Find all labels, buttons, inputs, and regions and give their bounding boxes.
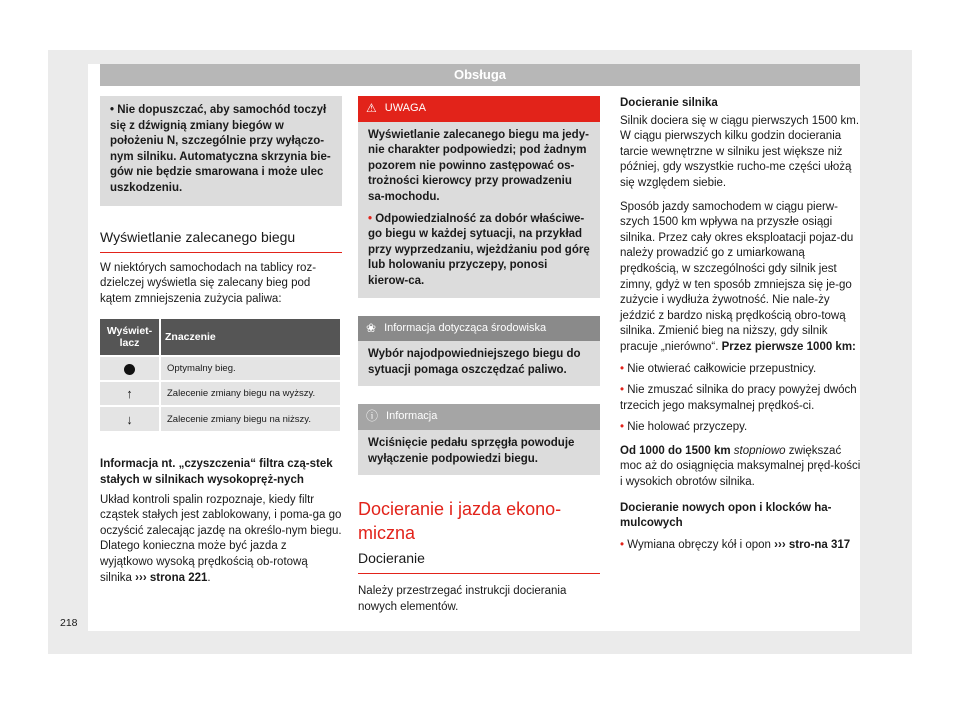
list-item: • Nie otwierać całkowicie przepustnicy. — [620, 362, 817, 375]
chapter-title: Docieranie i jazda ekono-miczna — [358, 499, 562, 544]
table-header-symbol: Wyświet-lacz — [100, 319, 160, 356]
warning-bullet: • Odpowiedzialność za dobór właściwe-go biegu w każdej sytuacji, na przykład przy wyprzedzaniu, wjeżdżaniu pod górę lub holowaniu przyczepy, ponosi kierow-ca. — [368, 212, 590, 287]
paragraph-1: Silnik dociera się w ciągu pierwszych 1500 km. W ciągu pierwszych kilku godzin docierania tarcie wewnętrzne w silniku jest większe niż później, gdy wszystkie rucho-me części ułożą się względem siebie. — [620, 114, 860, 189]
environment-box-body: Wybór najodpowiedniejszego biegu do sytuacji pomaga oszczędzać paliwo. — [358, 341, 600, 386]
list-item: • Nie holować przyczepy. — [620, 421, 748, 434]
table-cell: Zalecenie zmiany biegu na niższy. — [160, 406, 341, 431]
heading-tyres: Docieranie nowych opon i klocków ha-mulcowych — [620, 501, 832, 530]
arrow-down-icon: ↓ — [100, 406, 160, 431]
environment-icon: ❀ — [366, 320, 377, 335]
header-bar — [100, 64, 860, 86]
page-number: 218 — [60, 617, 78, 629]
table-row — [100, 406, 341, 431]
arrow-up-icon: ↑ — [100, 381, 160, 406]
info-text: Układ kontroli spalin rozpoznaje, kiedy filtr cząstek stałych jest zablokowany, i poma-ga go oczyścić zalecając jazdę na określo-nym biegu. Dlatego konieczna może być jazda z wyjątkowo wysoką prędkością ob-rotową silnika ››› strona 221. — [100, 493, 342, 584]
table-row — [100, 381, 341, 406]
caution-box: • Nie dopuszczać, aby samochód toczył się z dźwignią zmiany biegów w położeniu N, szczególnie przy wyłączo-nym silniku. Automatyczna skrzynia bie-gów nie będzie smarowana i może ulec uszkodzeniu. — [100, 96, 342, 206]
warning-box-body — [358, 122, 600, 298]
table-header-meaning: Znaczenie — [160, 319, 341, 356]
table-row — [100, 356, 341, 381]
intro-text: W niektórych samochodach na tablicy roz-dzielczej wyświetla się zalecany bieg pod kątem zmniejszenia zużycia paliwa: — [100, 261, 317, 305]
heading-engine: Docieranie silnika — [620, 97, 718, 109]
paragraph-2: Sposób jazdy samochodem w ciągu pierw-szych 1500 km wpływa na przyszłe osiągi silnika. Przez cały okres eksploatacji pojaz-du należy prowadzić go z umiarkowaną prędkością, w szczególności gdy silnik jest zimny, gdyż w ten sposób zmniejsza się je-go zużycie i wydłuża żywotność. Nie nale-ży jeździć z bardzo niską prędkością obro-tową silnika. Zmienić bieg na niższy, gdy silnik pracuje „nierówno“. Przez pierwsze 1000 km: — [620, 200, 856, 353]
list-item: • Nie zmuszać silnika do pracy powyżej dwóch trzecich jego maksymalnej prędkoś-ci. — [620, 384, 857, 412]
list-item: • Wymiana obręczy kół i opon ››› stro-na 317 — [620, 538, 851, 551]
body-text: Należy przestrzegać instrukcji docierania nowych elementów. — [358, 585, 567, 613]
table-cell: Zalecenie zmiany biegu na wyższy. — [160, 381, 341, 406]
column-3 — [620, 96, 864, 553]
warning-box-title — [358, 96, 600, 122]
warning-triangle-icon: ⚠ — [366, 101, 377, 115]
gear-table — [100, 319, 342, 431]
info-title-label: Informacja — [386, 410, 438, 423]
page-link[interactable]: ››› strona 221 — [135, 571, 208, 584]
info-heading: Informacja nt. „czyszczenia“ filtra czą-stek stałych w silnikach wysokopręż-nych — [100, 458, 333, 486]
environment-title-label: Informacja dotycząca środowiska — [384, 321, 547, 334]
section-title: Wyświetlanie zalecanego biegu — [100, 228, 342, 253]
header-title: Obsługa — [453, 67, 506, 82]
warning-text: Wyświetlanie zalecanego biegu ma jedy-nie charakter podpowiedzi; pod żadnym pozorem nie powinno zastępować os-trożności kierowcy przy prowadzeniu sa-mochodu. — [368, 128, 589, 203]
dot-icon — [124, 364, 135, 375]
info-icon: ⓘ — [366, 409, 379, 424]
column-1 — [100, 96, 342, 586]
warning-title-label: UWAGA — [384, 102, 426, 114]
environment-box-title — [358, 316, 600, 342]
table-cell: Optymalny bieg. — [160, 356, 341, 381]
info-box-title — [358, 404, 600, 430]
info-box-body: Wciśnięcie pedału sprzęgła powoduje wyłączenie podpowiedzi biegu. — [358, 430, 600, 475]
column-2 — [358, 96, 600, 615]
paragraph-3: Od 1000 do 1500 km stopniowo zwiększać moc aż do osiągnięcia maksymalnej pręd-kości i wysokich obrotów silnika. — [620, 444, 861, 489]
page-link[interactable]: ››› stro-na 317 — [774, 538, 851, 551]
subsection-title: Docieranie — [358, 549, 600, 574]
